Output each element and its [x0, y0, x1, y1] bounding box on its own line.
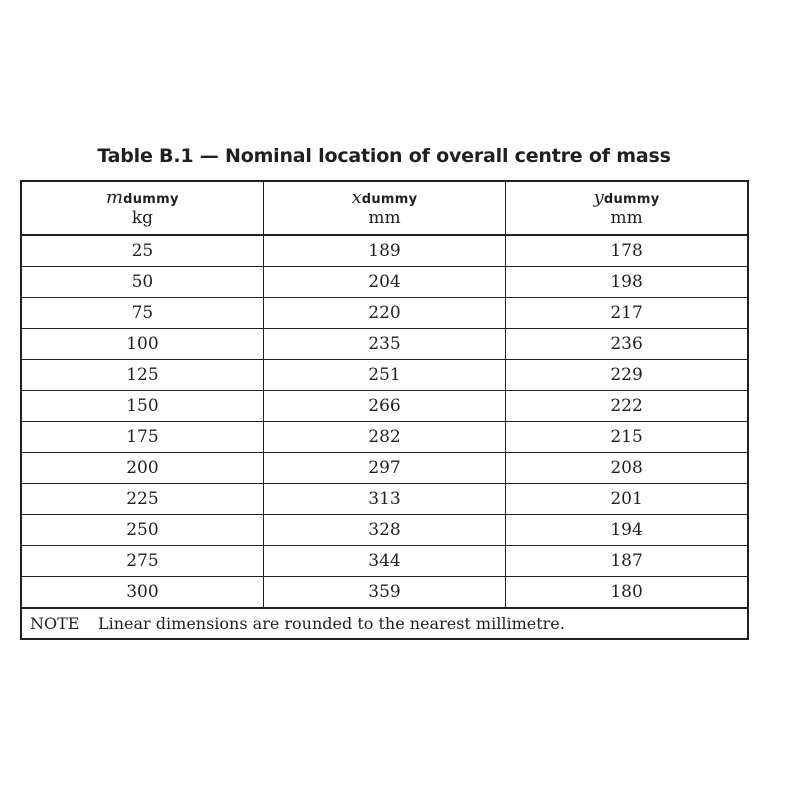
column-unit: mm [610, 208, 643, 228]
x-cell: 235 [263, 329, 505, 360]
mass-cell: 200 [21, 453, 263, 484]
column-subscript: dummy [123, 192, 179, 207]
table-row [21, 298, 748, 329]
mass-cell: 100 [21, 329, 263, 360]
x-cell: 266 [263, 391, 505, 422]
mass-cell: 50 [21, 267, 263, 298]
y-cell: 201 [506, 484, 748, 515]
table-row [21, 577, 748, 609]
centre-of-mass-table [20, 180, 749, 640]
column-symbol: y [593, 187, 604, 208]
x-cell: 251 [263, 360, 505, 391]
table-row [21, 546, 748, 577]
mass-cell: 275 [21, 546, 263, 577]
table-row [21, 422, 748, 453]
x-cell: 189 [263, 235, 505, 267]
column-subscript: dummy [603, 192, 660, 207]
note-text: Linear dimensions are rounded to the nearest millimetre. [98, 613, 565, 633]
y-cell: 236 [506, 329, 748, 360]
mass-cell: 125 [21, 360, 263, 391]
x-cell: 328 [263, 515, 505, 546]
table-row [21, 391, 748, 422]
x-cell: 359 [263, 577, 505, 609]
table-note [21, 608, 748, 639]
table-row [21, 360, 748, 391]
note-label: NOTE [30, 613, 80, 633]
column-unit: kg [131, 208, 153, 228]
table-title: Table B.1 — Nominal location of overall centre of mass [97, 145, 671, 167]
y-cell: 187 [506, 546, 748, 577]
x-cell: 344 [263, 546, 505, 577]
header-row [21, 181, 748, 235]
mass-cell: 175 [21, 422, 263, 453]
column-symbol: x [351, 187, 362, 208]
mass-cell: 25 [21, 235, 263, 267]
column-header-mass [21, 181, 263, 235]
note-row [21, 608, 748, 639]
column-unit: mm [368, 208, 401, 228]
x-cell: 220 [263, 298, 505, 329]
table-body [21, 235, 748, 608]
table-row [21, 267, 748, 298]
table-row [21, 235, 748, 267]
x-cell: 204 [263, 267, 505, 298]
y-cell: 180 [506, 577, 748, 609]
y-cell: 178 [506, 235, 748, 267]
y-cell: 222 [506, 391, 748, 422]
mass-cell: 250 [21, 515, 263, 546]
y-cell: 208 [506, 453, 748, 484]
y-cell: 215 [506, 422, 748, 453]
table-row [21, 515, 748, 546]
mass-cell: 225 [21, 484, 263, 515]
y-cell: 194 [506, 515, 748, 546]
table-row [21, 453, 748, 484]
y-cell: 229 [506, 360, 748, 391]
mass-cell: 75 [21, 298, 263, 329]
x-cell: 297 [263, 453, 505, 484]
column-subscript: dummy [361, 192, 418, 207]
column-symbol: m [106, 187, 124, 208]
column-header-x [263, 181, 505, 235]
mass-cell: 150 [21, 391, 263, 422]
x-cell: 282 [263, 422, 505, 453]
table-row [21, 329, 748, 360]
y-cell: 217 [506, 298, 748, 329]
y-cell: 198 [506, 267, 748, 298]
mass-cell: 300 [21, 577, 263, 609]
x-cell: 313 [263, 484, 505, 515]
column-header-y [506, 181, 748, 235]
table-row [21, 484, 748, 515]
